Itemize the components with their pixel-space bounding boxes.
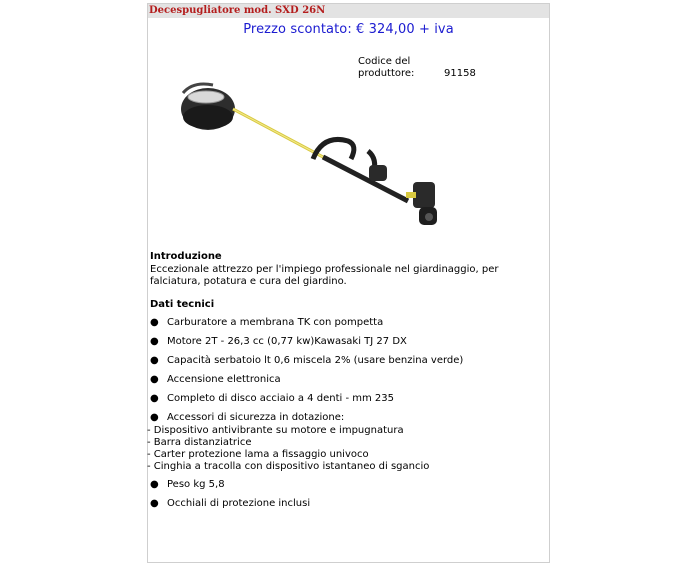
spec-label: Capacità serbatoio lt 0,6 miscela 2% (usare benzina verde) bbox=[167, 355, 464, 366]
bullet-icon: ● bbox=[150, 479, 159, 490]
tech-specs-heading: Dati tecnici bbox=[150, 299, 215, 310]
intro-text-line2: falciatura, potatura e cura del giardino. bbox=[150, 276, 347, 287]
intro-text-line1: Eccezionale attrezzo per l'impiego professionale nel giardinaggio, per bbox=[150, 264, 499, 275]
product-title: Decespugliatore mod. SXD 26N bbox=[149, 5, 326, 16]
spec-label: Accessori di sicurezza in dotazione: bbox=[167, 412, 345, 423]
codice-label-line1: Codice del bbox=[358, 56, 411, 67]
accessory-line: - Dispositivo antivibrante su motore e impugnatura bbox=[147, 425, 404, 436]
intro-heading: Introduzione bbox=[150, 251, 222, 262]
bullet-icon: ● bbox=[150, 336, 159, 347]
spec-label: Motore 2T - 26,3 cc (0,77 kw)Kawasaki TJ 27 DX bbox=[167, 336, 407, 347]
spec-label: Carburatore a membrana TK con pompetta bbox=[167, 317, 384, 328]
bullet-icon: ● bbox=[150, 317, 159, 328]
spec-label: Occhiali di protezione inclusi bbox=[167, 498, 311, 509]
accessory-line: - Barra distanziatrice bbox=[147, 437, 252, 448]
accessory-line: - Carter protezione lama a fissaggio univoco bbox=[147, 449, 369, 460]
accessory-line: - Cinghia a tracolla con dispositivo istantaneo di sgancio bbox=[147, 461, 430, 472]
product-image bbox=[173, 79, 453, 239]
product-card bbox=[147, 3, 550, 563]
bullet-icon: ● bbox=[150, 374, 159, 385]
bullet-icon: ● bbox=[150, 498, 159, 509]
manufacturer-code-value: 91158 bbox=[444, 68, 476, 79]
bullet-icon: ● bbox=[150, 412, 159, 423]
codice-label-line2: produttore: bbox=[358, 68, 415, 79]
spec-label: Accensione elettronica bbox=[167, 374, 281, 385]
discounted-price: Prezzo scontato: € 324,00 + iva bbox=[243, 22, 454, 37]
spec-label: Peso kg 5,8 bbox=[167, 479, 225, 490]
title-bar bbox=[148, 4, 549, 18]
bullet-icon: ● bbox=[150, 355, 159, 366]
spec-label: Completo di disco acciaio a 4 denti - mm 235 bbox=[167, 393, 394, 404]
manufacturer-code-label bbox=[358, 56, 438, 80]
bullet-icon: ● bbox=[150, 393, 159, 404]
